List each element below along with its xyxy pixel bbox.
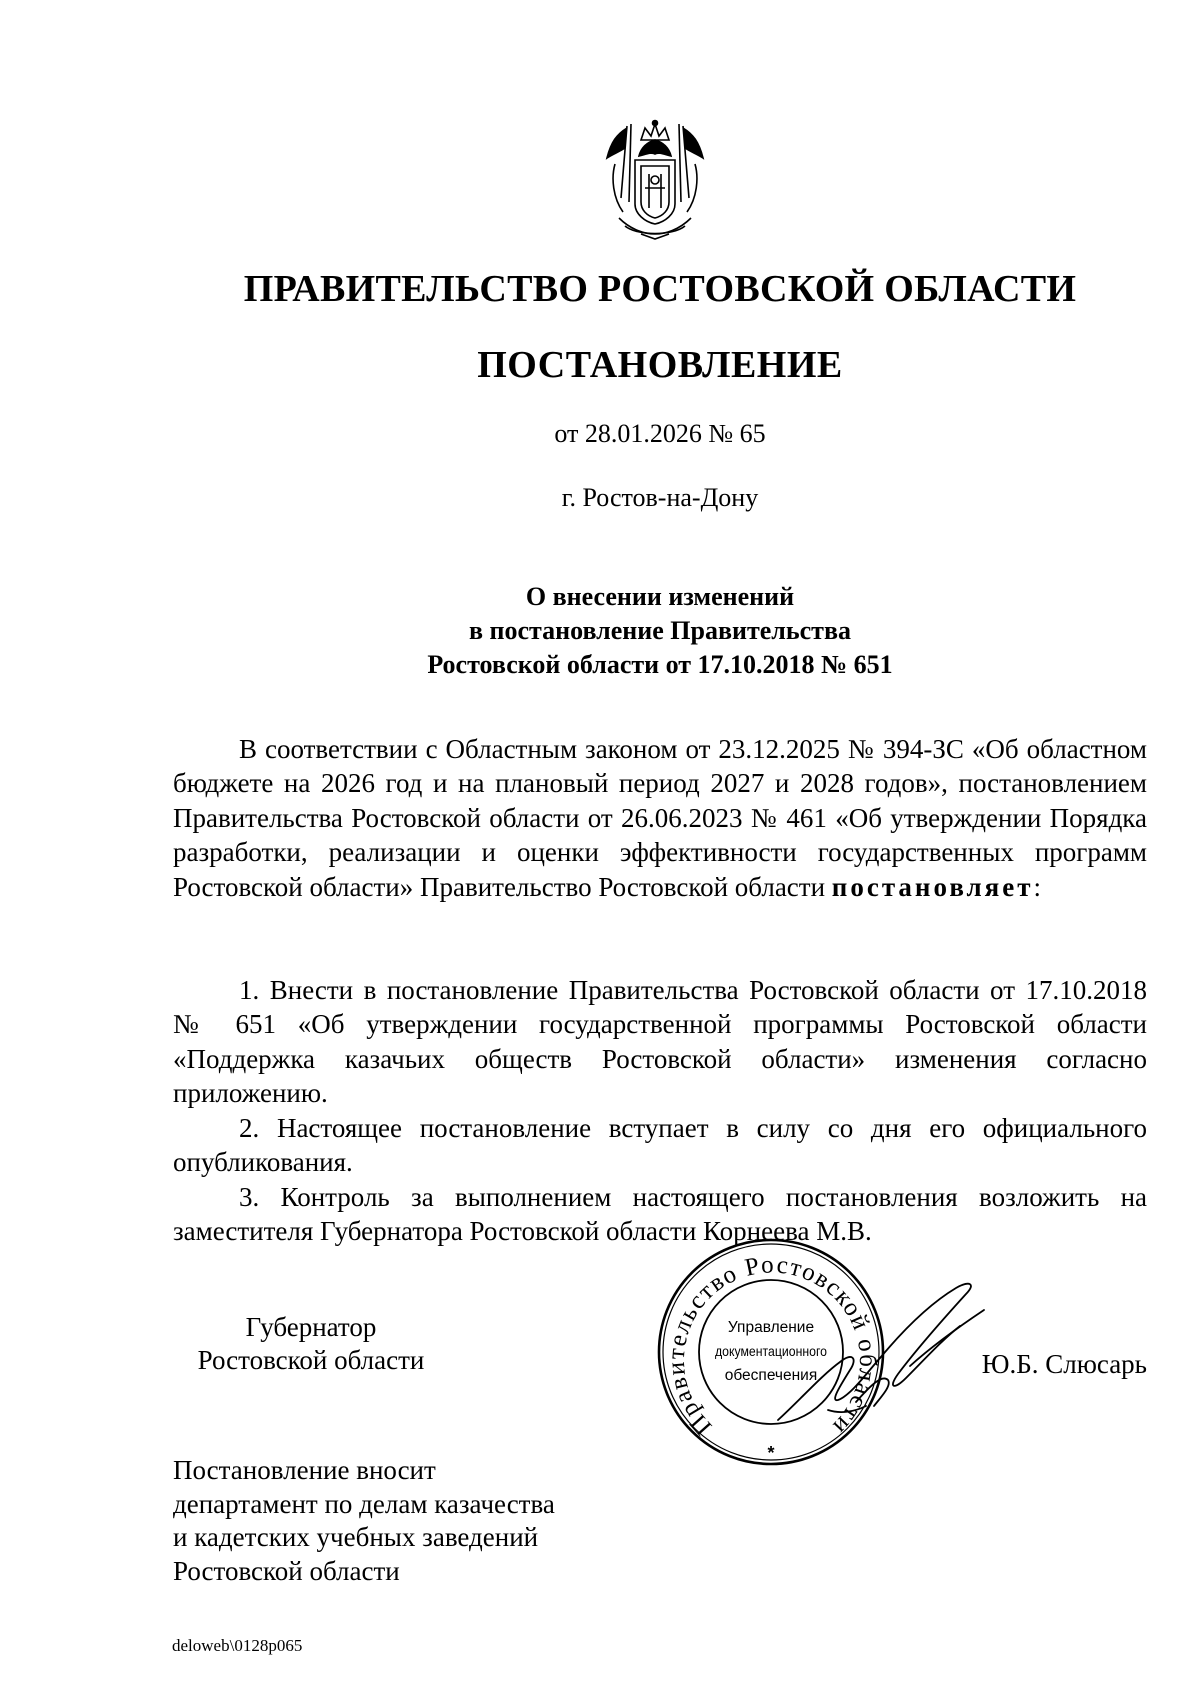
signatory-name: Ю.Б. Слюсарь (981, 1349, 1147, 1379)
signatory-position-line: Губернатор (245, 1312, 377, 1342)
document-title (173, 580, 1147, 682)
stamp-outer-text: Правительство Ростовской области (662, 1251, 882, 1441)
preamble-end: : (1033, 871, 1042, 902)
preamble-verb: постановляет (831, 871, 1034, 902)
document-title-line: Ростовской области от 17.10.2018 № 651 (427, 650, 893, 679)
signatory-position (178, 1311, 444, 1377)
document-date-number: от 28.01.2026 № 65 (554, 419, 766, 448)
submitter-note (173, 1454, 555, 1588)
preamble-text: В соответствии с Областным законом от 23.12.2025 № 394-ЗС «Об областном бюджете на 2026 год и на плановый период 2027 и 2028 годов», постановлением Правительства Ростовской области от 26.06.2023 № 461 «Об утверждении Порядка разработки, реализации и оценки эффективности государственных программ Ростовской области» Правительство Ростовской области (173, 734, 1147, 902)
resolution-item: 1. Внести в постановление Правительства Ростовской области от 17.10.2018 № 651 «Об утверждении государственной программы Ростовской области «Поддержка казачьих обществ Ростовской области» изменения согласно приложению. (173, 975, 1147, 1109)
submitter-line: департамент по делам казачества (173, 1488, 555, 1519)
submitter-line: Постановление вносит (173, 1455, 436, 1485)
document-type-heading: ПОСТАНОВЛЕНИЕ (477, 344, 843, 386)
document-city: г. Ростов-на-Дону (561, 483, 759, 512)
resolution-item: 2. Настоящее постановление вступает в силу со дня его официального опубликования. (173, 1113, 1147, 1178)
organization-heading: ПРАВИТЕЛЬСТВО РОСТОВСКОЙ ОБЛАСТИ (243, 268, 1077, 310)
coat-of-arms-icon (601, 118, 709, 240)
document-title-line: в постановление Правительства (468, 616, 851, 645)
document-title-line: О внесении изменений (525, 582, 795, 611)
preamble-paragraph (173, 732, 1147, 904)
submitter-line: и кадетских учебных заведений (173, 1522, 539, 1552)
resolution-item: 3. Контроль за выполнением настоящего постановления возложить на заместителя Губернатора Ростовской области Корнеева М.В. (173, 1182, 1147, 1247)
handwritten-signature-icon (770, 1270, 1000, 1440)
stamp-inner-line: документационного (715, 1343, 828, 1359)
stamp-inner-line: Управление (727, 1319, 815, 1336)
stamp-star: * (767, 1443, 775, 1463)
document-reference-code: deloweb\0128p065 (172, 1636, 303, 1655)
signatory-position-line: Ростовской области (197, 1345, 425, 1375)
stamp-inner-line: обеспечения (724, 1367, 818, 1384)
submitter-line: Ростовской области (173, 1555, 400, 1586)
